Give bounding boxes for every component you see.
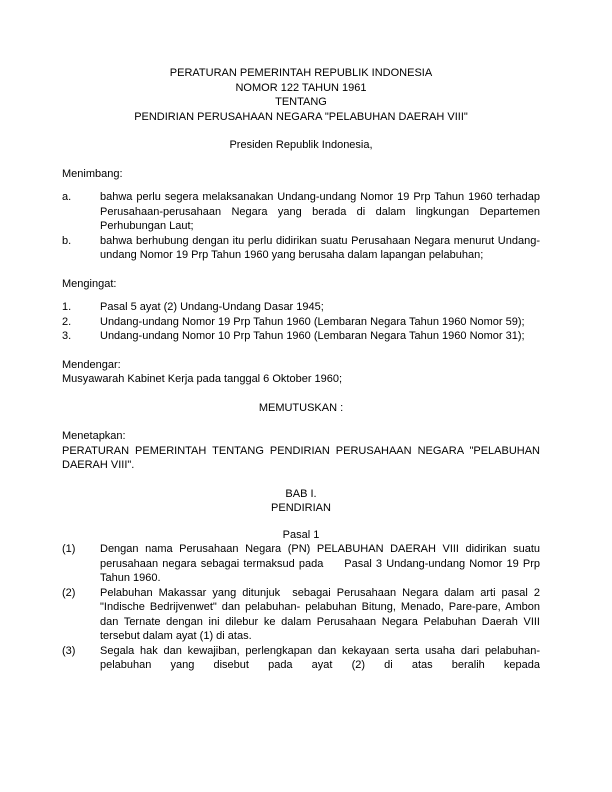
section-menetapkan xyxy=(62,429,540,473)
regulation-title-block xyxy=(62,66,540,124)
item-text: Segala hak dan kewajiban, perlengkapan dan kekayaan serta usaha dari pelabuhan-pelabuhan yang disebut pada ayat (2) di atas beralih kepada xyxy=(100,644,540,671)
pasal-item-3 xyxy=(62,644,540,673)
item-label: b. xyxy=(62,234,72,247)
menimbang-item-a xyxy=(62,190,544,234)
section-mengingat xyxy=(62,277,540,344)
menimbang-heading: Menimbang: xyxy=(62,167,123,180)
mendengar-heading: Mendengar: xyxy=(62,358,121,371)
item-text: Undang-undang Nomor 19 Prp Tahun 1960 (Lembaran Negara Tahun 1960 Nomor 59); xyxy=(100,315,525,328)
mengingat-item-1 xyxy=(62,300,540,315)
item-label: (2) xyxy=(62,586,76,599)
item-label: (1) xyxy=(62,543,76,555)
item-text: Pelabuhan Makassar yang ditunjuk sebagai Perusahaan Negara dalam arti pasal 2 "Indische Bedrijvenwet" dan pelabuhan- pelabuhan Bitung, Menado, Pare-pare, Ambon dan Ternate dengan ini dilebur ke dalam Perusahaan Negara Pelabuhan Daerah VIII tersebut dalam ayat (1) di atas. xyxy=(100,586,544,642)
mengingat-item-3 xyxy=(62,329,540,344)
bab-title: PENDIRIAN xyxy=(271,502,331,514)
item-label: (3) xyxy=(62,644,76,657)
item-label: 3. xyxy=(62,330,72,342)
item-label: a. xyxy=(62,191,72,203)
item-text: Undang-undang Nomor 10 Prp Tahun 1960 (Lembaran Negara Tahun 1960 Nomor 31); xyxy=(100,330,525,342)
item-text: Pasal 5 ayat (2) Undang-Undang Dasar 1945; xyxy=(100,301,324,313)
mengingat-heading: Mengingat: xyxy=(62,277,117,290)
item-text: bahwa perlu segera melaksanakan Undang-undang Nomor 19 Prp Tahun 1960 terhadap Perusahaan-perusahaan Negara yang berada di dalam lingkungan Departemen Perhubungan Laut; xyxy=(100,191,544,232)
regulation-tentang-line: TENTANG xyxy=(275,96,327,108)
regulation-subject-line: PENDIRIAN PERUSAHAAN NEGARA "PELABUHAN DAERAH VIII" xyxy=(134,110,468,123)
bab-heading xyxy=(62,487,540,516)
item-label: 2. xyxy=(62,315,72,328)
item-label: 1. xyxy=(62,301,72,313)
regulation-title-line-1: PERATURAN PEMERINTAH REPUBLIK INDONESIA xyxy=(169,67,433,79)
mendengar-text: Musyawarah Kabinet Kerja pada tanggal 6 Oktober 1960; xyxy=(62,373,343,385)
salutation: Presiden Republik Indonesia, xyxy=(229,139,373,151)
section-mendengar xyxy=(62,358,540,387)
pasal-item-1 xyxy=(62,542,544,586)
menetapkan-heading: Menetapkan: xyxy=(62,430,126,442)
item-text: Dengan nama Perusahaan Negara (PN) PELABUHAN DAERAH VIII didirikan suatu perusahaan negara sebagai termaksud pada Pasal 3 Undang-undang Nomor 19 Prp Tahun 1960. xyxy=(100,543,544,584)
regulation-number-line: NOMOR 122 TAHUN 1961 xyxy=(235,81,367,94)
bab-number: BAB I. xyxy=(285,487,317,500)
menimbang-item-b xyxy=(62,234,540,263)
menetapkan-text: PERATURAN PEMERINTAH TENTANG PENDIRIAN PERUSAHAAN NEGARA "PELABUHAN DAERAH VIII". xyxy=(62,444,540,471)
pasal-item-2 xyxy=(62,586,544,644)
memutuskan-heading: MEMUTUSKAN : xyxy=(258,401,344,414)
item-text: bahwa berhubung dengan itu perlu didirikan suatu Perusahaan Negara menurut Undang-undang Nomor 19 Prp Tahun 1960 yang berusaha dalam lapangan pelabuhan; xyxy=(100,234,540,261)
pasal-items xyxy=(62,542,544,673)
pasal-heading: Pasal 1 xyxy=(282,528,320,541)
mengingat-item-2 xyxy=(62,315,540,330)
section-menimbang xyxy=(62,167,544,263)
